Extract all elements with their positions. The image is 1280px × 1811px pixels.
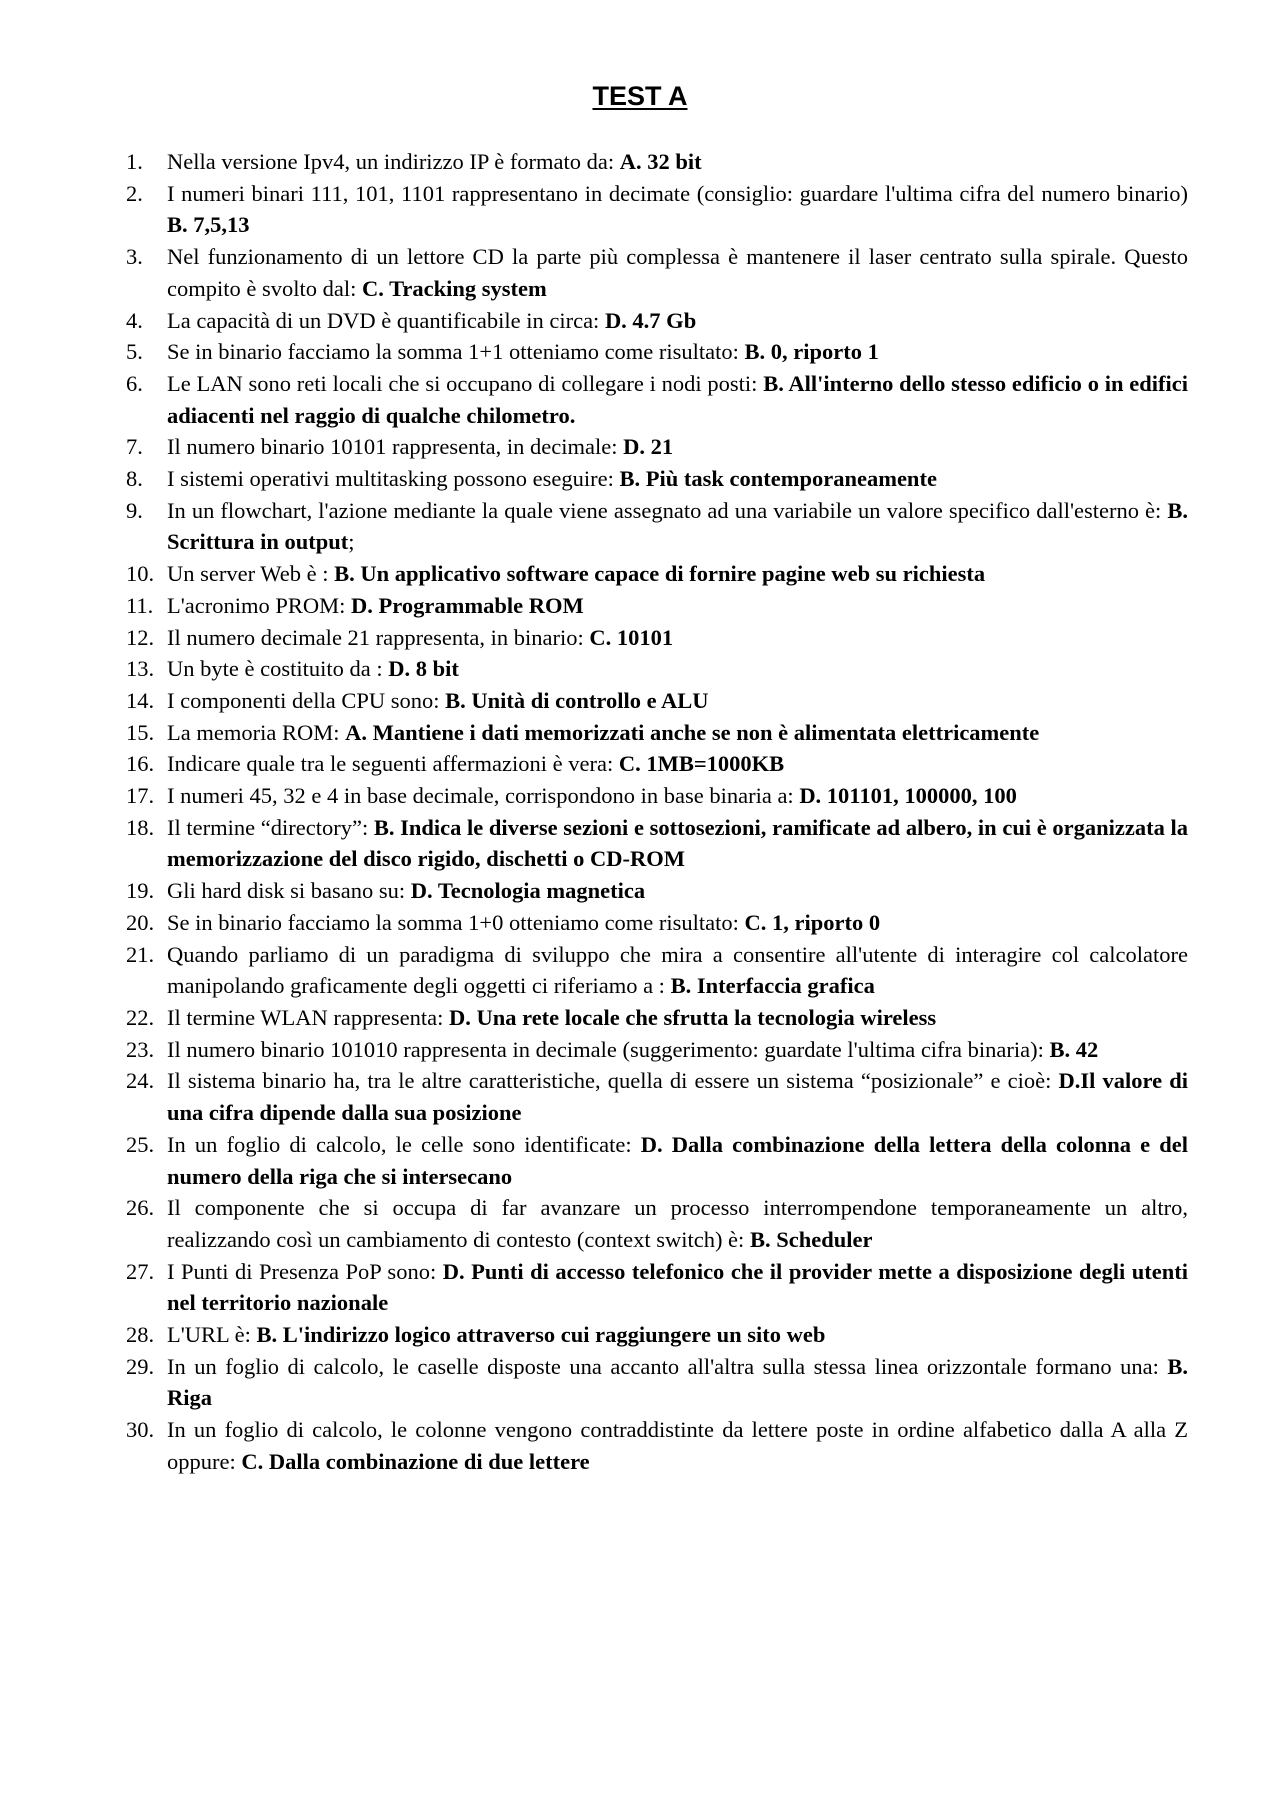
question-item	[126, 178, 1188, 241]
question-text: Nella versione Ipv4, un indirizzo IP è formato da:	[167, 149, 620, 174]
question-text: Nel funzionamento di un lettore CD la parte più complessa è mantenere il laser centrato sulla spirale. Questo compito è svolto dal:	[167, 244, 1188, 301]
question-number: 5.	[126, 339, 143, 365]
question-text: Il numero binario 10101 rappresenta, in decimale:	[167, 434, 624, 460]
question-item	[126, 717, 1188, 749]
question-item	[126, 305, 1188, 337]
question-item	[126, 748, 1188, 780]
question-answer: D. 101101, 100000, 100	[799, 783, 1017, 809]
question-answer: B. Scheduler	[749, 1226, 873, 1252]
question-answer: D.Il valore di una cifra dipende dalla sua posizione	[167, 1068, 1189, 1126]
question-item	[126, 1351, 1188, 1414]
question-item	[126, 685, 1188, 717]
question-text: In un foglio di calcolo, le colonne vengono contraddistinte da lettere poste in ordine alfabetico dalla A alla Z oppure:	[167, 1417, 1188, 1474]
question-item	[126, 939, 1188, 1002]
question-number: 20.	[126, 909, 155, 935]
question-item	[126, 336, 1188, 368]
question-number: 15.	[126, 719, 155, 745]
question-number: 4.	[126, 307, 143, 333]
question-answer: C. 1, riporto 0	[744, 909, 881, 935]
question-text: Il numero binario 101010 rappresenta in decimale (suggerimento: guardate l'ultima cifra binaria):	[167, 1036, 1050, 1062]
question-number: 21.	[126, 941, 155, 967]
page-title	[0, 79, 1280, 113]
question-answer: D. Punti di accesso telefonico che il provider mette a disposizione degli utenti nel territorio nazionale	[167, 1258, 1188, 1316]
question-number: 8.	[126, 466, 143, 492]
question-item	[126, 875, 1188, 907]
question-text: Il termine “directory”:	[167, 814, 374, 840]
question-item	[126, 558, 1188, 590]
question-item	[126, 590, 1188, 622]
question-answer: B. Interfaccia grafica	[670, 973, 875, 999]
question-text: Gli hard disk si basano su:	[167, 878, 411, 904]
question-number: 19.	[126, 878, 155, 904]
question-answer: B. 42	[1049, 1036, 1099, 1062]
question-answer: D. Dalla combinazione della lettera della colonna e del numero della riga che si intersecano	[167, 1131, 1189, 1189]
question-answer: A. Mantiene i dati memorizzati anche se non è alimentata elettricamente	[345, 719, 1040, 745]
question-item	[126, 1065, 1188, 1128]
question-item	[126, 1034, 1188, 1066]
question-item	[126, 780, 1188, 812]
question-answer: C. 10101	[589, 624, 674, 650]
question-answer: B. 0, riporto 1	[744, 339, 879, 365]
question-item	[126, 1319, 1188, 1351]
question-number: 2.	[126, 180, 143, 206]
question-answer: B. L'indirizzo logico attraverso cui raggiungere un sito web	[256, 1322, 826, 1348]
question-text: Un byte è costituito da :	[167, 656, 389, 682]
question-text: In un foglio di calcolo, le celle sono identificate:	[167, 1131, 641, 1157]
question-number: 30.	[126, 1417, 155, 1443]
question-number: 18.	[126, 814, 155, 840]
question-answer: B. Unità di controllo e ALU	[445, 687, 709, 713]
question-number: 3.	[126, 244, 143, 270]
question-text: Se in binario facciamo la somma 1+0 otteniamo come risultato:	[167, 909, 745, 935]
question-number: 14.	[126, 687, 155, 713]
question-text: La capacità di un DVD è quantificabile in circa:	[167, 307, 605, 333]
question-text: Indicare quale tra le seguenti affermazioni è vera:	[167, 751, 619, 777]
question-number: 22.	[126, 1004, 155, 1030]
question-item	[126, 146, 1188, 178]
question-item	[126, 1414, 1188, 1477]
question-text: Il termine WLAN rappresenta:	[167, 1004, 449, 1030]
question-answer: D. 21	[623, 434, 674, 460]
question-text: Il componente che si occupa di far avanzare un processo interrompendone temporaneamente un altro, realizzando così un cambiamento di contesto (context switch) è:	[167, 1195, 1188, 1252]
question-number: 25.	[126, 1131, 155, 1157]
question-text: I componenti della CPU sono:	[167, 687, 446, 713]
question-number: 28.	[126, 1322, 155, 1348]
question-number: 7.	[126, 434, 143, 460]
question-list	[126, 146, 1188, 1478]
question-number: 23.	[126, 1036, 155, 1062]
question-number: 6.	[126, 370, 143, 396]
question-answer: D. Tecnologia magnetica	[410, 878, 646, 904]
question-text: La memoria ROM:	[167, 719, 346, 745]
question-number: 13.	[126, 656, 155, 682]
question-item	[126, 1256, 1188, 1319]
question-number: 17.	[126, 783, 155, 809]
question-suffix: ;	[348, 529, 355, 555]
question-answer: D. 4.7 Gb	[604, 307, 697, 333]
question-text: Un server Web è :	[167, 561, 335, 587]
question-text: Quando parliamo di un paradigma di sviluppo che mira a consentire all'utente di interagire col calcolatore manipolando graficamente degli oggetti ci riferiamo a :	[167, 941, 1188, 999]
question-answer: B. All'interno dello stesso edificio o in edifici adiacenti nel raggio di qualche chilometro.	[167, 370, 1188, 428]
question-item	[126, 812, 1188, 875]
question-number: 9.	[126, 497, 143, 523]
question-answer: B. Riga	[167, 1353, 1188, 1411]
question-number: 27.	[126, 1258, 155, 1284]
question-item	[126, 1129, 1188, 1192]
question-text: L'URL è:	[167, 1322, 257, 1348]
question-text: Se in binario facciamo la somma 1+1 otteniamo come risultato:	[167, 339, 745, 365]
question-number: 29.	[126, 1353, 155, 1379]
question-item	[126, 622, 1188, 654]
question-answer: C. 1MB=1000KB	[618, 751, 785, 777]
question-item	[126, 495, 1188, 558]
question-answer: D. 8 bit	[388, 656, 459, 682]
question-number: 16.	[126, 751, 155, 777]
question-item	[126, 653, 1188, 685]
question-answer: A. 32 bit	[619, 149, 702, 174]
question-number: 10.	[126, 561, 155, 587]
question-text: L'acronimo PROM:	[167, 592, 352, 618]
question-answer: B. Più task contemporaneamente	[619, 466, 937, 492]
question-item	[126, 1192, 1188, 1255]
question-text: In un flowchart, l'azione mediante la quale viene assegnato ad una variabile un valore specifico dall'esterno è:	[167, 497, 1168, 523]
question-answer: D. Programmable ROM	[351, 592, 584, 618]
question-text: Il sistema binario ha, tra le altre caratteristiche, quella di essere un sistema “posizionale” e cioè:	[167, 1068, 1059, 1094]
question-item	[126, 368, 1188, 431]
question-text: I numeri binari 111, 101, 1101 rappresentano in decimate (consiglio: guardare l'ultima cifra del numero binario)	[167, 180, 1188, 206]
question-answer: B. Indica le diverse sezioni e sottosezioni, ramificate ad albero, in cui è organizzata la memorizzazione del disco rigido, dischetti o CD-ROM	[167, 814, 1188, 872]
question-text: Le LAN sono reti locali che si occupano di collegare i nodi posti:	[167, 370, 764, 396]
question-answer: D. Una rete locale che sfrutta la tecnologia wireless	[448, 1004, 937, 1030]
question-number: 24.	[126, 1068, 155, 1094]
question-number: 11.	[126, 592, 154, 618]
question-number: 1.	[126, 149, 143, 174]
question-text: I numeri 45, 32 e 4 in base decimale, corrispondono in base binaria a:	[167, 783, 800, 809]
question-item	[126, 241, 1188, 304]
question-item	[126, 1002, 1188, 1034]
question-answer: B. 7,5,13	[167, 212, 250, 238]
question-item	[126, 907, 1188, 939]
question-item	[126, 463, 1188, 495]
question-text: I Punti di Presenza PoP sono:	[167, 1258, 443, 1284]
question-text: Il numero decimale 21 rappresenta, in binario:	[167, 624, 590, 650]
question-number: 26.	[126, 1195, 155, 1221]
question-text: I sistemi operativi multitasking possono eseguire:	[167, 466, 620, 492]
question-item	[126, 431, 1188, 463]
question-text: In un foglio di calcolo, le caselle disposte una accanto all'altra sulla stessa linea orizzontale formano una:	[167, 1353, 1168, 1379]
question-answer: C. Tracking system	[361, 275, 547, 301]
question-answer: C. Dalla combinazione di due lettere	[241, 1448, 590, 1474]
question-answer: B. Un applicativo software capace di fornire pagine web su richiesta	[334, 561, 986, 587]
question-number: 12.	[126, 624, 155, 650]
page-title-text: TEST A	[592, 81, 688, 111]
question-answer: B. Scrittura in output	[167, 497, 1188, 555]
